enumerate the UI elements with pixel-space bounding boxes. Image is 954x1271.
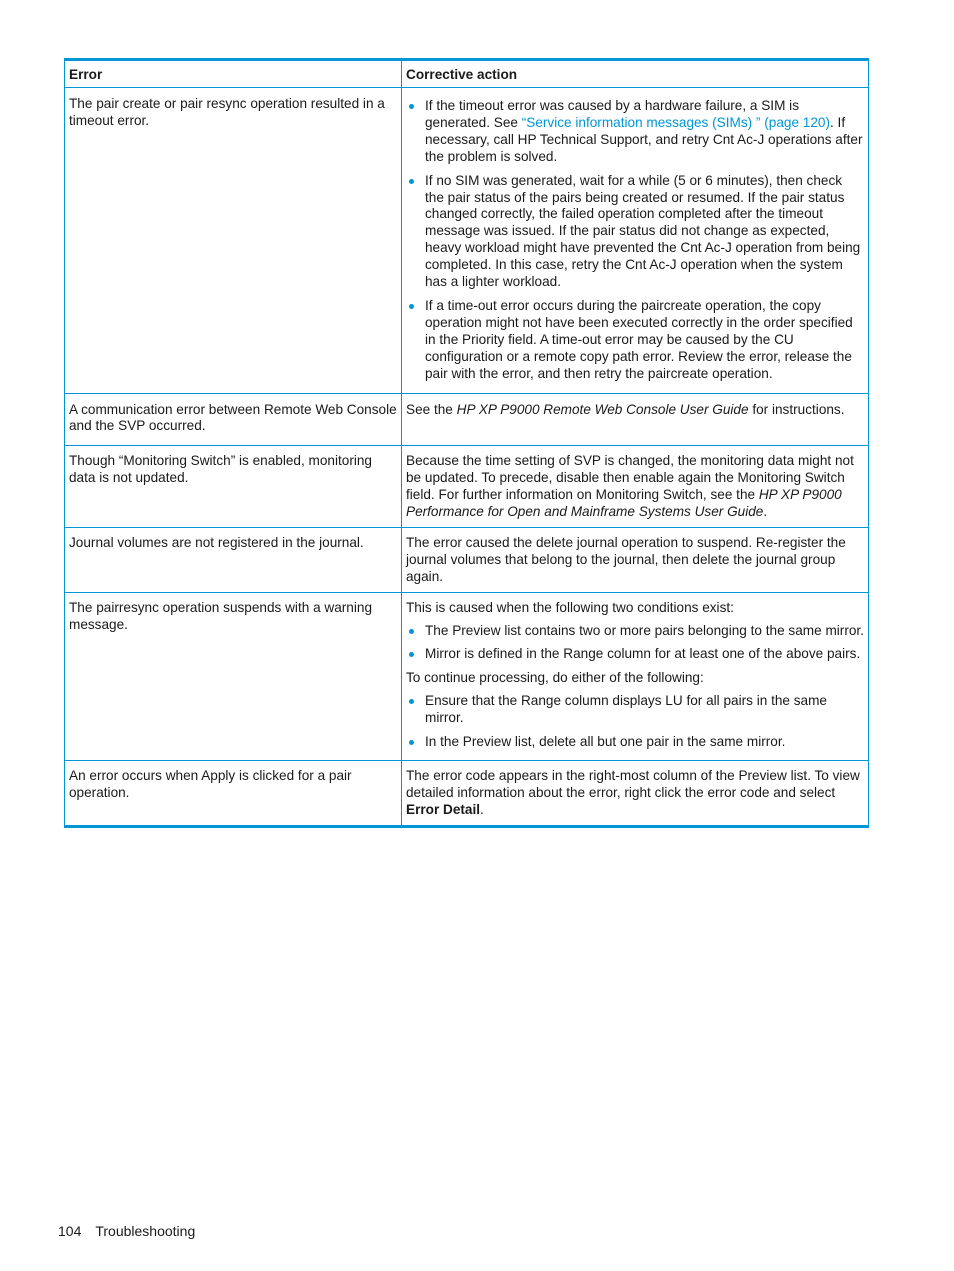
list-item: If no SIM was generated, wait for a while (5 or 6 minutes), then check the pair status of the pairs being created or resumed. If the pair status changed correctly, the failed operation completed after the timeout message was issued. If the pair status did not change as expected, heavy workload might have prevented the Cnt Ac-J operation from being completed. In this case, retry the Cnt Ac-J operation when the system has a lighter workload. — [406, 173, 864, 291]
action-text: . — [763, 504, 768, 520]
action-text: The error code appears in the right-most column of the Preview list. To view detailed information about the error, right click the error code and select — [406, 768, 860, 800]
list-item: The Preview list contains two or more pairs belonging to the same mirror. — [406, 623, 864, 640]
troubleshooting-table — [64, 58, 869, 828]
header-error: Error — [65, 60, 402, 88]
action-cell — [402, 761, 869, 827]
table-row — [65, 393, 869, 446]
list-item: In the Preview list, delete all but one pair in the same mirror. — [406, 734, 864, 751]
error-cell — [65, 592, 402, 760]
header-corrective-action: Corrective action — [402, 60, 869, 88]
action-cell — [402, 446, 869, 528]
list-item — [406, 98, 864, 166]
action-cell — [402, 592, 869, 760]
list-item: If a time-out error occurs during the paircreate operation, the copy operation might not have been executed correctly in the order specified in the Priority field. A time-out error may be caused by the CU configuration or a remote copy path error. Review the error, release the pair with the error, and then retry the paircreate operation. — [406, 298, 864, 383]
error-detail-label: Error Detail — [406, 801, 481, 817]
page-number: 104 — [58, 1223, 82, 1239]
error-cell — [65, 393, 402, 446]
error-text: Though “Monitoring Switch” is enabled, monitoring data is not updated. — [69, 453, 372, 486]
table-row — [65, 592, 869, 760]
page-footer — [58, 1223, 195, 1240]
action-text: If the timeout error was caused by a hardware failure, a SIM is generated. See — [425, 98, 799, 130]
error-cell — [65, 761, 402, 827]
action-text: The error caused the delete journal operation to suspend. Re-register the journal volumes that belong to the journal, then delete the journal group again. — [406, 534, 846, 584]
error-text: A communication error between Remote Web Console and the SVP occurred. — [69, 401, 397, 434]
error-text: The pair create or pair resync operation resulted in a timeout error. — [69, 96, 385, 128]
section-title: Troubleshooting — [95, 1223, 196, 1239]
action-text: To continue processing, do either of the following: — [406, 670, 704, 686]
table-row — [65, 527, 869, 592]
guide-title: HP XP P9000 Remote Web Console User Guide — [456, 401, 749, 417]
bullet-list — [406, 623, 864, 664]
action-cell — [402, 393, 869, 446]
error-text: An error occurs when Apply is clicked for a pair operation. — [69, 768, 352, 800]
table-row — [65, 88, 869, 394]
list-item: Mirror is defined in the Range column for at least one of the above pairs. — [406, 646, 864, 663]
table-row — [65, 761, 869, 827]
bullet-list — [406, 98, 864, 383]
action-text: Because the time setting of SVP is changed, the monitoring data might not be updated. To precede, disable then enable again the Monitoring Switch field. For further information on Monitoring Switch, see the — [406, 453, 854, 503]
action-cell — [402, 88, 869, 394]
error-text: Journal volumes are not registered in the journal. — [69, 534, 364, 550]
error-cell — [65, 446, 402, 528]
error-cell — [65, 88, 402, 394]
guide-title: HP XP P9000 Performance for Open and Mainframe Systems User Guide — [406, 487, 842, 520]
sim-page-link[interactable]: “Service information messages (SIMs) ” (page 120) — [521, 114, 830, 130]
error-cell — [65, 527, 402, 592]
table-header-row — [65, 60, 869, 88]
action-text: . — [480, 801, 484, 817]
action-text: This is caused when the following two conditions exist: — [406, 599, 734, 615]
table-row — [65, 446, 869, 528]
action-text: See the — [406, 401, 457, 417]
action-cell — [402, 527, 869, 592]
action-text: for instructions. — [748, 401, 845, 417]
action-text: . If necessary, call HP Technical Support, and retry Cnt Ac-J operations after the problem is solved. — [425, 114, 863, 164]
error-text: The pairresync operation suspends with a warning message. — [69, 599, 373, 632]
bullet-list — [406, 693, 864, 751]
list-item: Ensure that the Range column displays LU for all pairs in the same mirror. — [406, 693, 864, 727]
